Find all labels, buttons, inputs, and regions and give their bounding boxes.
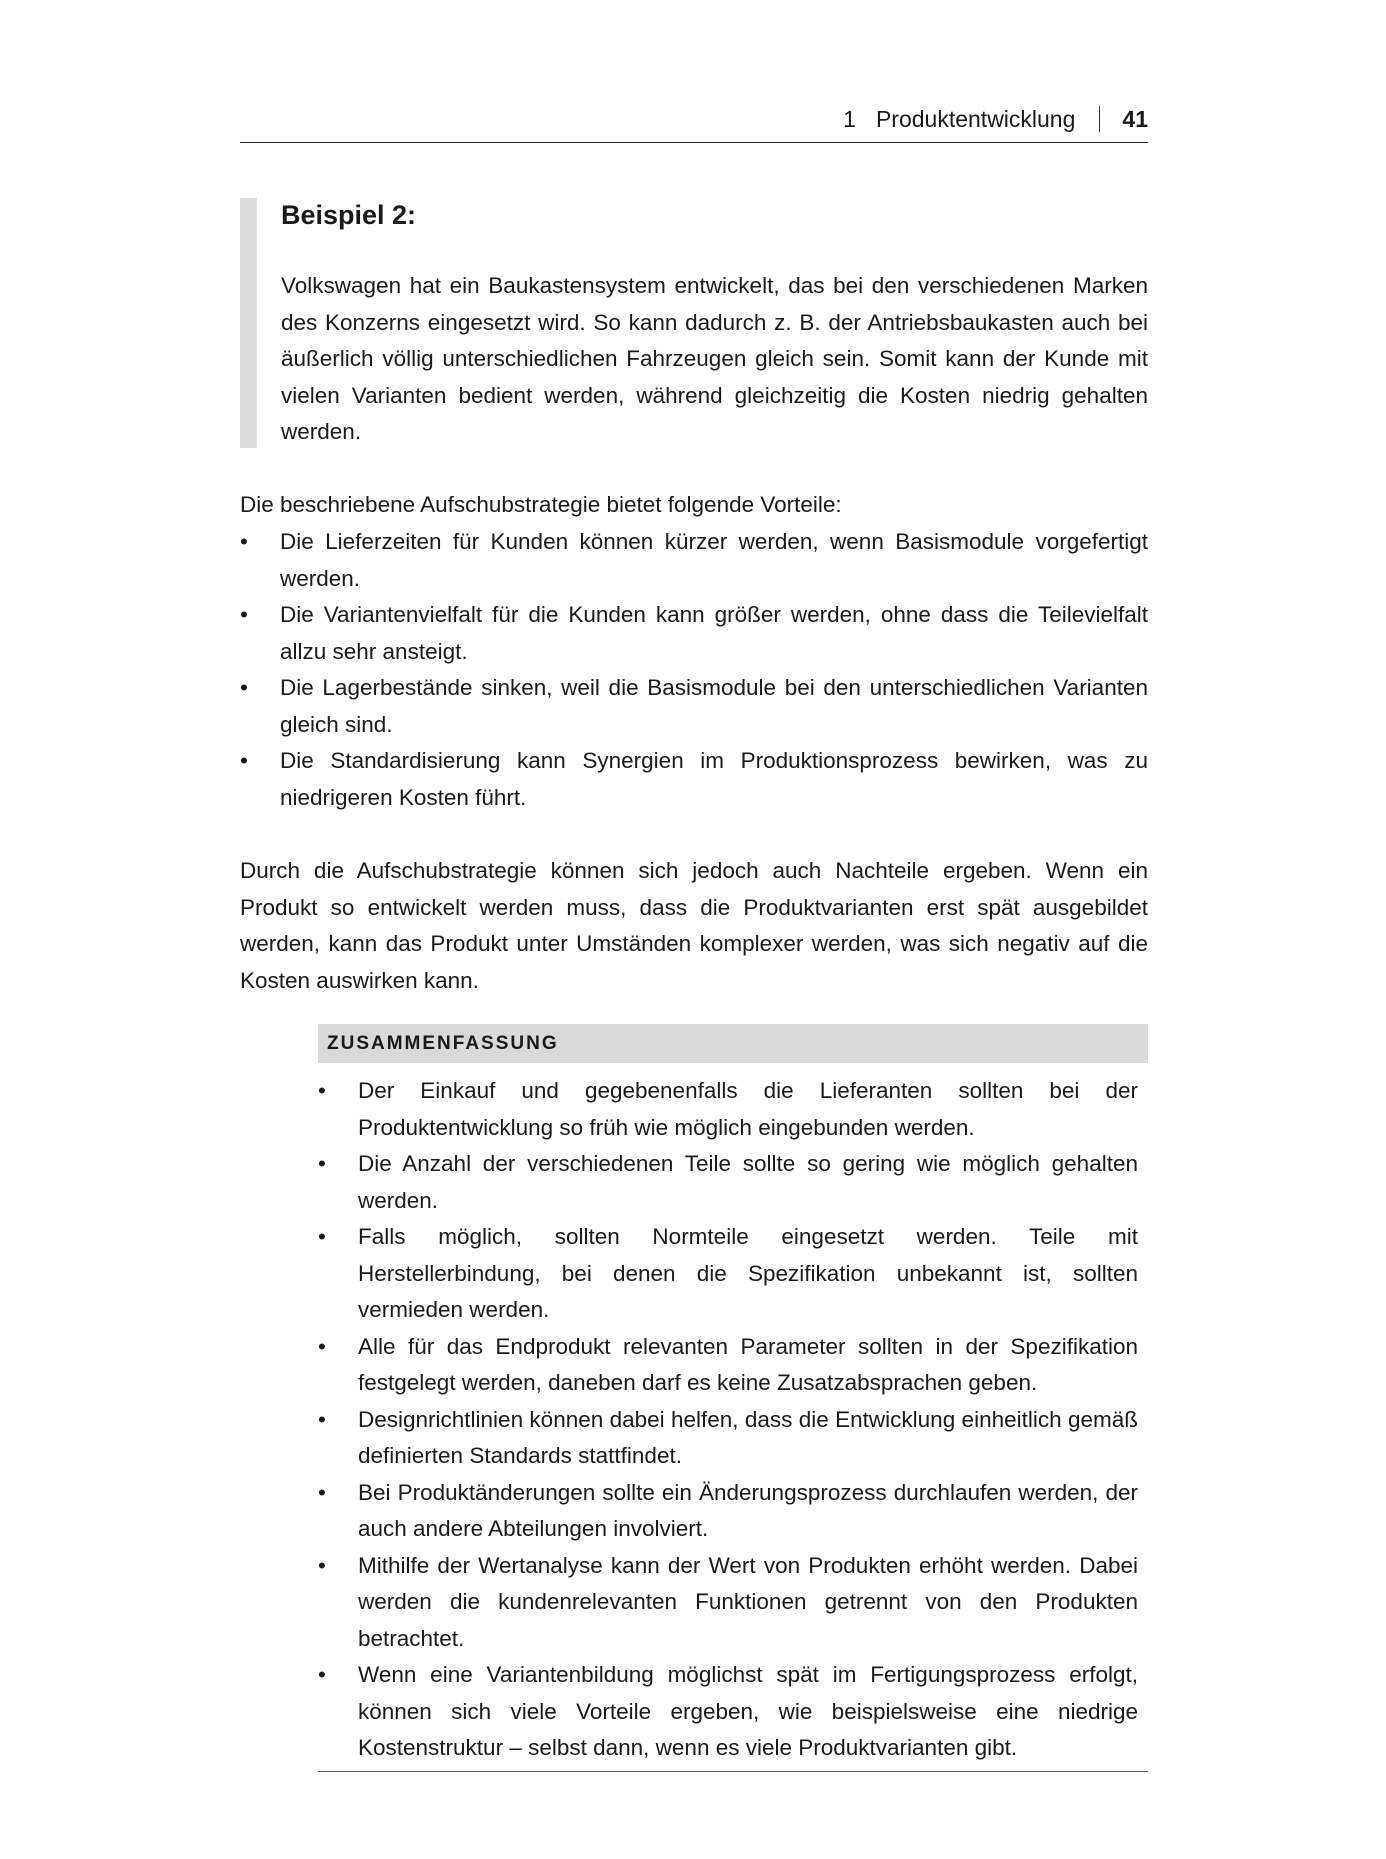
- list-item-text: Bei Produktänderungen sollte ein Änderungsprozess durchlaufen werden, der auch andere Abteilungen involviert.: [358, 1479, 1138, 1541]
- disadvantages-paragraph: Durch die Aufschubstrategie können sich jedoch auch Nachteile ergeben. Wenn ein Produkt so entwickelt werden muss, dass die Produktvarianten erst spät ausgebildet werden, kann das Produkt unter Umständen komplexer werden, was sich negativ auf die Kosten auswirken kann.: [240, 858, 1148, 993]
- example-box: [240, 198, 1148, 448]
- list-item: [318, 1548, 1138, 1658]
- list-item: [318, 1219, 1138, 1329]
- list-item: [318, 1657, 1138, 1767]
- header-separator: [1099, 106, 1100, 132]
- list-item: [318, 1146, 1138, 1219]
- list-item-text: Designrichtlinien können dabei helfen, dass die Entwicklung einheitlich gemäß definierten Standards stattfindet.: [358, 1406, 1138, 1468]
- bullet-icon: •: [240, 675, 248, 700]
- list-item: [240, 670, 1148, 743]
- summary-bottom-rule: [318, 1771, 1148, 1772]
- example-title: Beispiel 2:: [281, 200, 417, 230]
- bullet-icon: •: [318, 1406, 326, 1432]
- example-text: Volkswagen hat ein Baukastensystem entwickelt, das bei den verschiedenen Marken des Konzerns eingesetzt wird. So kann dadurch z. B. der Antriebsbaukasten auch bei äußerlich völlig unterschiedlichen Fahrzeugen gleich sein. Somit kann der Kunde mit vielen Varianten bedient werden, während gleichzeitig die Kosten niedrig gehalten werden.: [281, 273, 1148, 444]
- list-item-text: Alle für das Endprodukt relevanten Parameter sollten in der Spezifikation festgelegt werden, daneben darf es keine Zusatzabsprachen geben.: [358, 1333, 1138, 1395]
- list-item: [240, 743, 1148, 816]
- bullet-icon: •: [318, 1479, 326, 1505]
- list-item: [318, 1329, 1138, 1402]
- list-item-text: Die Lagerbestände sinken, weil die Basismodule bei den unterschiedlichen Varianten gleich sind.: [280, 675, 1148, 737]
- bullet-icon: •: [318, 1151, 326, 1176]
- summary-list: [318, 1073, 1148, 1767]
- list-item-text: Die Variantenvielfalt für die Kunden kann größer werden, ohne dass die Teilevielfalt allzu sehr ansteigt.: [280, 602, 1148, 664]
- summary-heading: ZUSAMMENFASSUNG: [318, 1024, 1148, 1063]
- list-item-text: Falls möglich, sollten Normteile eingesetzt werden. Teile mit Herstellerbindung, bei denen die Spezifikation unbekannt ist, sollten vermieden werden.: [358, 1224, 1138, 1322]
- list-item-text: Die Anzahl der verschiedenen Teile sollte so gering wie möglich gehalten werden.: [358, 1151, 1138, 1213]
- bullet-icon: •: [240, 748, 248, 773]
- list-item-text: Wenn eine Variantenbildung möglichst spät im Fertigungsprozess erfolgt, können sich viele Vorteile ergeben, wie beispielsweise eine niedrige Kostenstruktur – selbst dann, wenn es viele Produktvarianten gibt.: [358, 1662, 1138, 1760]
- list-item: [318, 1475, 1138, 1548]
- chapter-title: Produktentwicklung: [875, 106, 1076, 132]
- bullet-icon: •: [318, 1662, 326, 1687]
- list-item-text: Die Standardisierung kann Synergien im Produktionsprozess bewirken, was zu niedrigeren Kosten führt.: [280, 748, 1148, 810]
- list-item: [240, 524, 1148, 597]
- bullet-icon: •: [318, 1333, 326, 1359]
- list-item: [240, 597, 1148, 670]
- page-number: 41: [1122, 106, 1148, 132]
- summary-box: [318, 1024, 1148, 1772]
- bullet-icon: •: [318, 1552, 326, 1578]
- advantages-list: [240, 524, 1148, 816]
- bullet-icon: •: [318, 1078, 326, 1103]
- list-item: [318, 1402, 1138, 1475]
- bullet-icon: •: [240, 602, 248, 627]
- chapter-number: 1: [843, 106, 856, 132]
- running-header: [240, 104, 1148, 143]
- bullet-icon: •: [240, 529, 248, 554]
- list-item-text: Die Lieferzeiten für Kunden können kürzer werden, wenn Basismodule vorgefertigt werden.: [280, 529, 1148, 591]
- list-item-text: Mithilfe der Wertanalyse kann der Wert von Produkten erhöht werden. Dabei werden die kundenrelevanten Funktionen getrennt von den Produkten betrachtet.: [358, 1552, 1138, 1651]
- list-item: [318, 1073, 1138, 1146]
- bullet-icon: •: [318, 1224, 326, 1249]
- advantages-intro: Die beschriebene Aufschubstrategie bietet folgende Vorteile:: [240, 492, 842, 517]
- list-item-text: Der Einkauf und gegebenenfalls die Lieferanten sollten bei der Produktentwicklung so früh wie möglich eingebunden werden.: [358, 1078, 1138, 1140]
